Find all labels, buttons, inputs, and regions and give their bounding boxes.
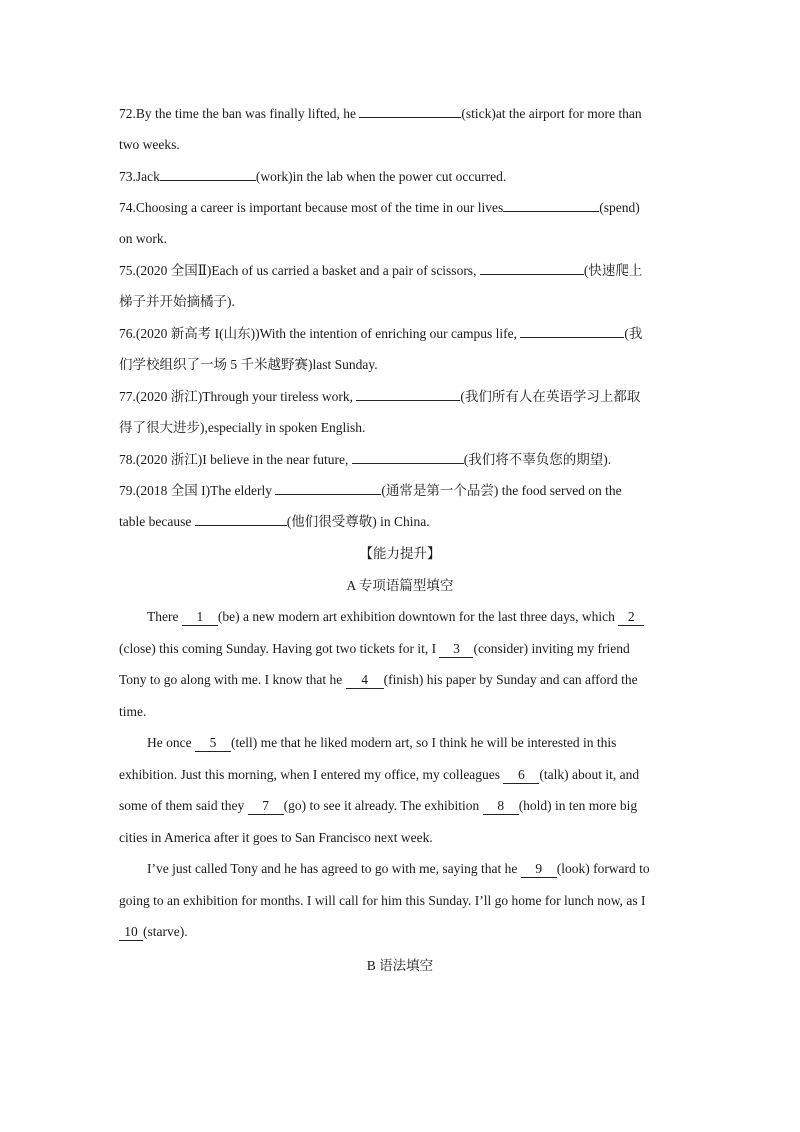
passage-line	[119, 796, 681, 816]
question-79	[119, 481, 681, 501]
question-text: 74.Choosing a career is important because most of the time in our lives	[119, 200, 504, 215]
part-a-title: A 专项语篇型填空	[346, 578, 454, 593]
passage-text: (look) forward to	[556, 861, 650, 876]
blank-6[interactable]: 6	[503, 767, 539, 784]
passage-text: (tell) me that he liked modern art, so I think he will be interested in this	[230, 735, 617, 750]
answer-blank[interactable]	[480, 274, 584, 275]
question-76	[119, 324, 681, 344]
passage-text: There	[147, 609, 182, 624]
passage-text: (hold) in ten more big	[518, 798, 638, 813]
question-hint: (他们很受尊敬) in China.	[286, 514, 430, 529]
passage-text: (starve).	[143, 924, 188, 939]
question-text: 75.(2020 全国Ⅱ)Each of us carried a basket and a pair of scissors,	[119, 263, 480, 278]
question-hint: (我们所有人在英语学习上都取	[460, 389, 641, 404]
blank-1[interactable]: 1	[182, 609, 218, 626]
question-text: 得了很大进步),especially in spoken English.	[119, 420, 366, 435]
blank-2[interactable]: 2	[618, 609, 644, 626]
passage-line	[119, 922, 681, 942]
question-hint: (我	[624, 326, 643, 341]
question-text: 77.(2020 浙江)Through your tireless work,	[119, 389, 357, 404]
answer-blank[interactable]	[275, 494, 381, 495]
question-text: two weeks.	[119, 137, 180, 152]
question-hint: (work)in the lab when the power cut occurred.	[255, 169, 507, 184]
passage-text: (consider) inviting my friend	[473, 641, 630, 656]
question-hint: (通常是第一个品尝) the food served on the	[381, 483, 622, 498]
passage-text: He once	[147, 735, 195, 750]
answer-blank[interactable]	[503, 211, 599, 212]
answer-blank[interactable]	[195, 525, 287, 526]
answer-blank[interactable]	[160, 180, 256, 181]
passage-line	[147, 859, 681, 879]
question-text: 73.Jack	[119, 169, 160, 184]
blank-5[interactable]: 5	[195, 735, 231, 752]
passage-line	[119, 891, 681, 911]
question-text: on work.	[119, 231, 167, 246]
question-text: 梯子并开始摘橘子).	[119, 294, 235, 309]
blank-9[interactable]: 9	[521, 861, 557, 878]
question-text: 们学校组织了一场 5 千米越野赛)last Sunday.	[119, 357, 378, 372]
passage-line	[119, 765, 681, 785]
question-76-cont	[119, 355, 681, 375]
answer-blank[interactable]	[359, 117, 461, 118]
question-text: 72.By the time the ban was finally lifted, he	[119, 106, 360, 121]
passage-text: some of them said they	[119, 798, 248, 813]
question-hint: (快速爬上	[583, 263, 643, 278]
passage-text: cities in America after it goes to San Francisco next week.	[119, 830, 433, 845]
passage-line	[119, 639, 681, 659]
question-text: 76.(2020 新高考 I(山东))With the intention of enriching our campus life,	[119, 326, 521, 341]
passage-text: (finish) his paper by Sunday and can afford the	[383, 672, 638, 687]
question-hint: (spend)	[599, 200, 640, 215]
blank-8[interactable]: 8	[483, 798, 519, 815]
passage-text: time.	[119, 704, 147, 719]
blank-3[interactable]: 3	[439, 641, 473, 658]
question-74-cont	[119, 229, 681, 249]
answer-blank[interactable]	[356, 400, 460, 401]
passage-line	[147, 607, 681, 627]
passage-text: (close) this coming Sunday. Having got two tickets for it, I	[119, 641, 440, 656]
question-72	[119, 104, 681, 124]
question-73	[119, 167, 681, 187]
question-hint: (stick)at the airport for more than	[461, 106, 642, 121]
passage-text: exhibition. Just this morning, when I entered my office, my colleagues	[119, 767, 504, 782]
question-79-cont	[119, 512, 681, 532]
question-72-cont	[119, 135, 681, 155]
passage-line	[119, 702, 681, 722]
question-75-cont	[119, 292, 681, 312]
passage-line	[147, 733, 681, 753]
part-b-title: B 语法填空	[366, 958, 434, 973]
passage-text: going to an exhibition for months. I will call for him this Sunday. I’ll go home for lunch now, as I	[119, 893, 646, 908]
answer-blank[interactable]	[520, 337, 624, 338]
passage-line	[119, 670, 681, 690]
blank-10[interactable]: 10	[119, 924, 143, 941]
question-75	[119, 261, 681, 281]
question-text: 79.(2018 全国 I)The elderly	[119, 483, 276, 498]
question-74	[119, 198, 681, 218]
passage-text: Tony to go along with me. I know that he	[119, 672, 346, 687]
answer-blank[interactable]	[352, 463, 464, 464]
passage-text: I’ve just called Tony and he has agreed to go with me, saying that he	[147, 861, 521, 876]
blank-7[interactable]: 7	[248, 798, 284, 815]
question-text: 78.(2020 浙江)I believe in the near future,	[119, 452, 352, 467]
question-77	[119, 387, 681, 407]
passage-text: (talk) about it, and	[539, 767, 640, 782]
passage-text: (go) to see it already. The exhibition	[283, 798, 483, 813]
question-text: table because	[119, 514, 195, 529]
question-77-cont	[119, 418, 681, 438]
section-title: 【能力提升】	[359, 546, 441, 561]
question-hint: (我们将不辜负您的期望).	[463, 452, 612, 467]
passage-line	[119, 828, 681, 848]
question-78	[119, 450, 681, 470]
blank-4[interactable]: 4	[346, 672, 384, 689]
passage-text: (be) a new modern art exhibition downtown for the last three days, which	[217, 609, 619, 624]
